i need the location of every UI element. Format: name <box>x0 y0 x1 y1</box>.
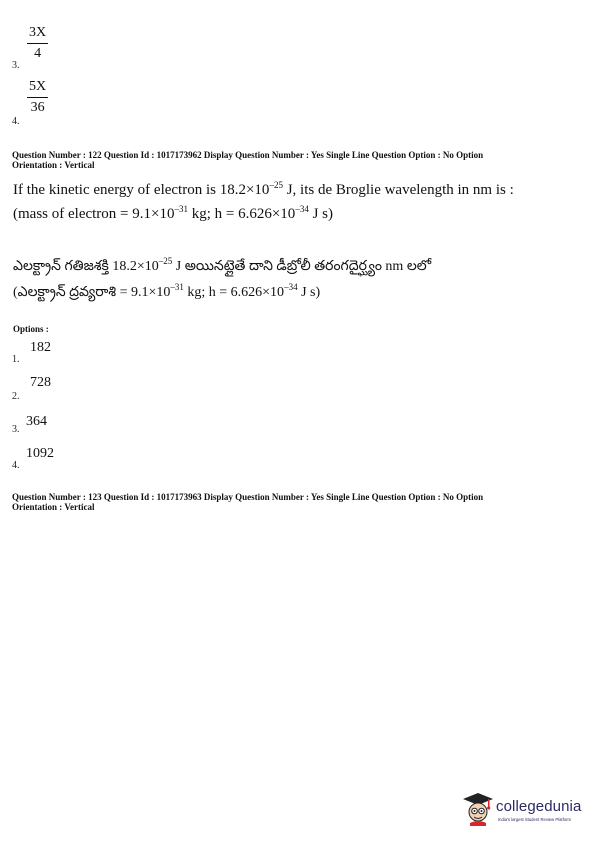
meta-line: Orientation : Vertical <box>12 502 95 512</box>
question-english-line-2: (mass of electron = $9.1\times 10^{-31}$ kg; $h = 6.626\times 10^{-34}$ J s) <box>13 204 333 222</box>
prev-option-4 <box>12 76 72 128</box>
option-number: 4. <box>12 116 20 127</box>
question-english-line-1: If the kinetic energy of electron is $18.2\times 10^{-25}$ J, its de Broglie wavelength in nm is : <box>13 180 514 198</box>
fraction <box>27 80 48 115</box>
option-1[interactable] <box>12 338 92 366</box>
option-number: 4. <box>12 460 20 471</box>
collegedunia-logo <box>462 788 590 828</box>
option-value: 1092 <box>26 446 54 461</box>
options-label: Options : <box>13 324 49 334</box>
option-4[interactable] <box>12 444 92 472</box>
meta-line: Question Number : 123 Question Id : 1017173963 Display Question Number : Yes Single Line Question Option : No Option <box>12 492 484 502</box>
option-number: 3. <box>12 424 20 435</box>
question-122-meta <box>12 150 587 170</box>
option-value: 364 <box>26 414 47 429</box>
graduate-mascot-icon <box>462 792 494 826</box>
option-2[interactable] <box>12 373 92 401</box>
option-number: 1. <box>12 354 20 365</box>
fraction-numerator: 3X <box>29 25 47 40</box>
question-telugu-line-1: ఎలక్ట్రాన్ గతిజశక్తి $18.2\times 10^{-25}$ J అయినట్లైతే దాని డీబ్రోలీ తరంగదైర్ఘ్యం nm లలో <box>13 256 432 274</box>
option-value: 728 <box>30 375 51 390</box>
question-123-meta <box>12 492 587 512</box>
logo-wordmark: collegedunia <box>496 798 582 815</box>
fraction-denominator: 4 <box>34 46 42 61</box>
option-number: 2. <box>12 391 20 402</box>
option-value: 182 <box>30 340 51 355</box>
prev-option-3 <box>12 24 72 72</box>
option-3[interactable] <box>12 412 92 440</box>
logo-tagline: India's largest Student Review Platform <box>498 817 571 822</box>
fraction-denominator: 36 <box>30 100 45 115</box>
meta-line: Orientation : Vertical <box>12 160 95 170</box>
meta-line: Question Number : 122 Question Id : 1017173962 Display Question Number : Yes Single Line Question Option : No Option <box>12 150 484 160</box>
question-telugu-line-2: (ఎలక్ట్రాన్ ద్రవ్యరాశి = $9.1\times 10^{-31}$ kg; $h = 6.626\times 10^{-34}$ J s) <box>13 282 321 300</box>
fraction <box>27 26 48 61</box>
option-number: 3. <box>12 60 20 71</box>
fraction-numerator: 5X <box>29 79 47 94</box>
